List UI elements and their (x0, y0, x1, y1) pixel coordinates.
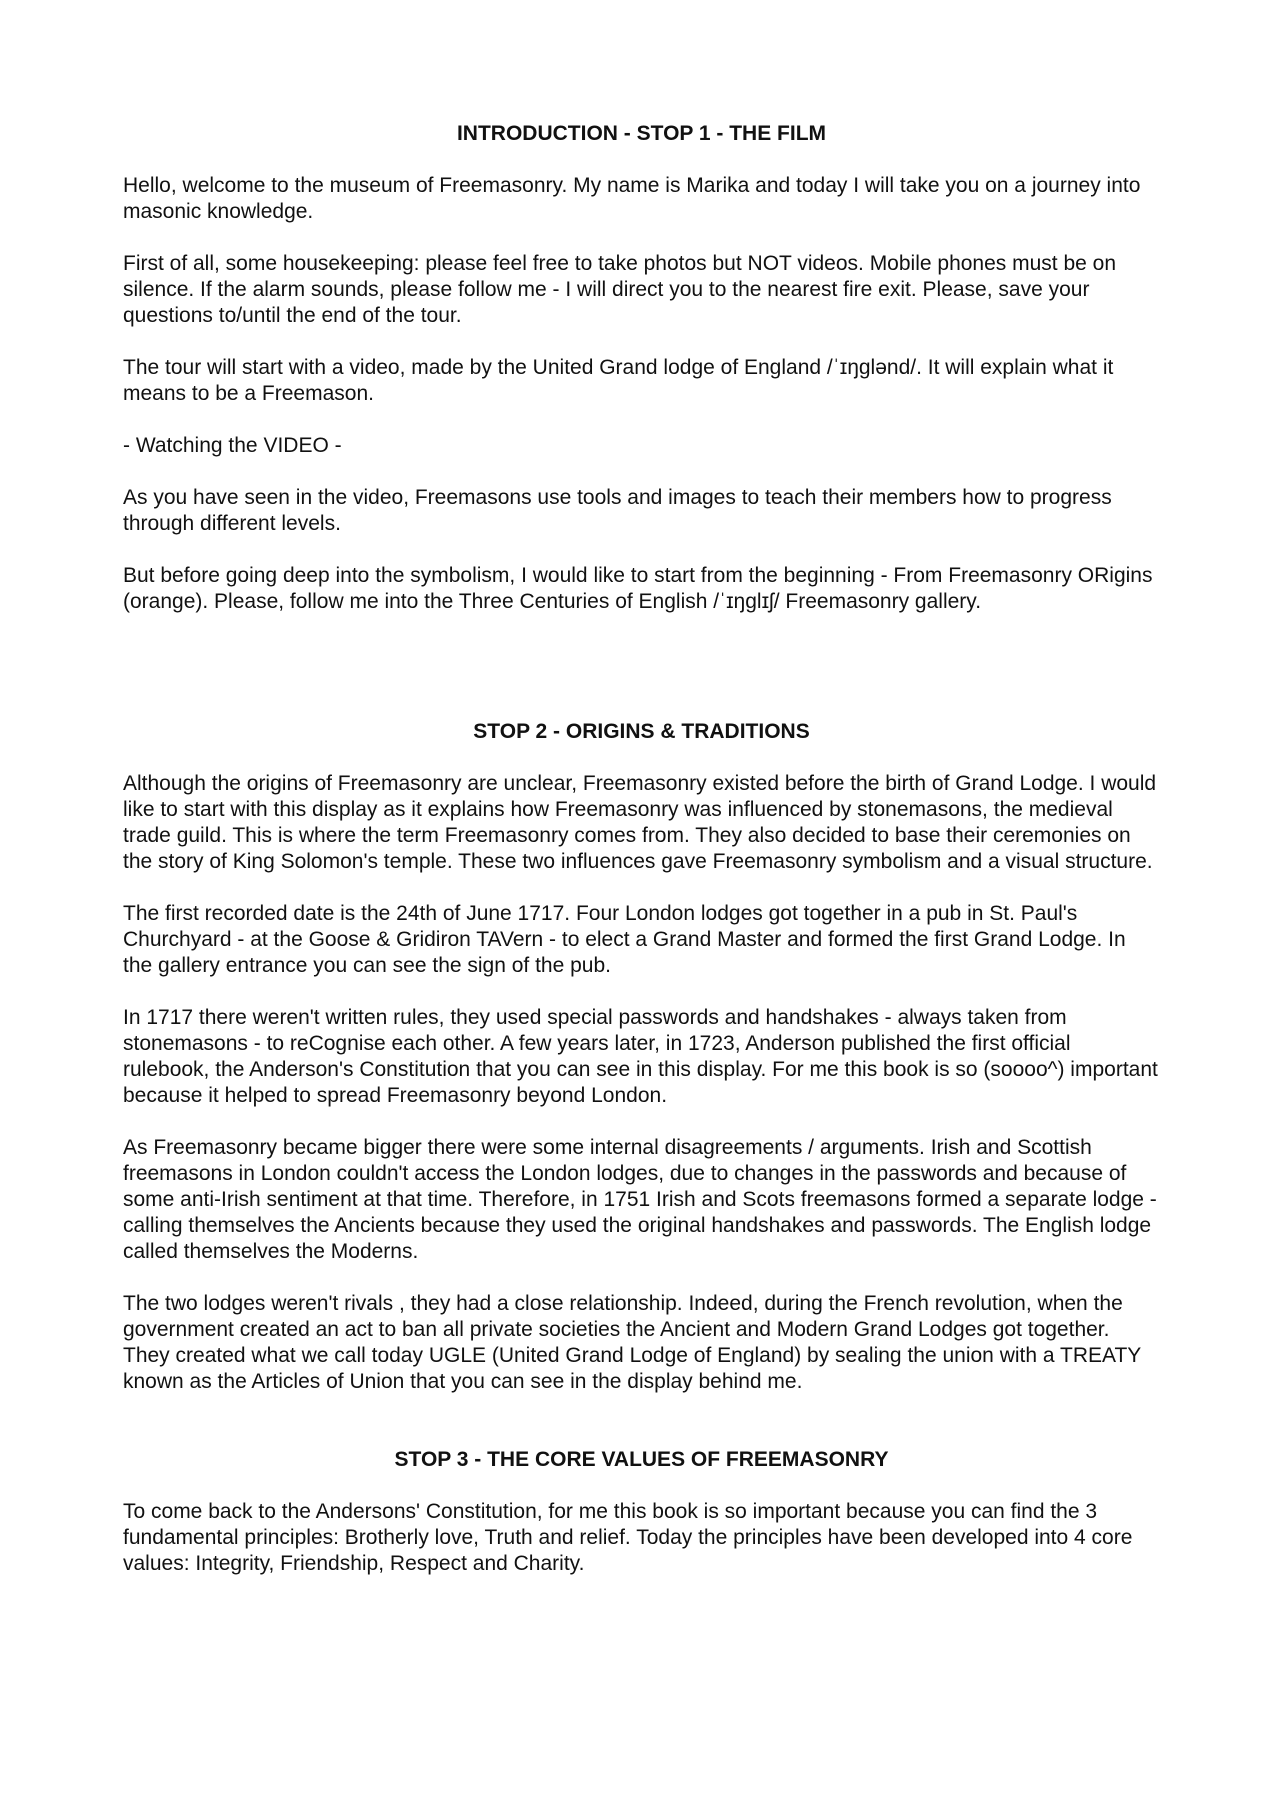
paragraph: Although the origins of Freemasonry are unclear, Freemasonry existed before the birth of Grand Lodge. I would like to start with this display as it explains how Freemasonry was influenced by stonemasons, the medieval trade guild. This is where the term Freemasonry comes from. They also decided to base their ceremonies on the story of King Solomon's temple. These two influences gave Freemasonry symbolism and a visual structure. (123, 772, 1157, 873)
section-heading-origins: STOP 2 - ORIGINS & TRADITIONS (473, 720, 810, 743)
paragraph: The two lodges weren't rivals , they had a close relationship. Indeed, during the French revolution, when the government created an act to ban all private societies the Ancient and Modern Grand Lodges got together. They created what we call today UGLE (United Grand Lodge of England) by sealing the union with a TREATY known as the Articles of Union that you can see in the display behind me. (123, 1292, 1141, 1393)
paragraph: Hello, welcome to the museum of Freemasonry. My name is Marika and today I will take you on a journey into masonic knowledge. (123, 174, 1141, 223)
paragraph: To come back to the Andersons' Constitution, for me this book is so important because you can find the 3 fundamental principles: Brotherly love, Truth and relief. Today the principles have been developed into 4 core values: Integrity, Friendship, Respect and Charity. (123, 1500, 1133, 1575)
paragraph: In 1717 there weren't written rules, they used special passwords and handshakes - always taken from stonemasons - to reCognise each other. A few years later, in 1723, Anderson published the first official rulebook, the Anderson's Constitution that you can see in this display. For me this book is so (soooo^) important because it helped to spread Freemasonry beyond London. (123, 1006, 1158, 1107)
section-heading-introduction: INTRODUCTION - STOP 1 - THE FILM (456, 122, 827, 145)
paragraph: As Freemasonry became bigger there were some internal disagreements / arguments. Irish and Scottish freemasons in London couldn't access the London lodges, due to changes in the passwords and because of some anti-Irish sentiment at that time. Therefore, in 1751 Irish and Scots freemasons formed a separate lodge - calling themselves the Ancients because they used the original handshakes and passwords. The English lodge called themselves the Moderns. (123, 1136, 1157, 1263)
paragraph: But before going deep into the symbolism, I would like to start from the beginning - From Freemasonry ORigins (orange). Please, follow me into the Three Centuries of English /ˈɪŋɡlɪʃ/ Freemasonry gallery. (123, 564, 1153, 613)
paragraph: As you have seen in the video, Freemasons use tools and images to teach their members how to progress through different levels. (123, 486, 1112, 535)
paragraph: First of all, some housekeeping: please feel free to take photos but NOT videos. Mobile phones must be on silence. If the alarm sounds, please follow me - I will direct you to the nearest fire exit. Please, save your questions to/until the end of the tour. (123, 252, 1117, 327)
paragraph: The first recorded date is the 24th of June 1717. Four London lodges got together in a pub in St. Paul's Churchyard - at the Goose & Gridiron TAVern - to elect a Grand Master and formed the first Grand Lodge. In the gallery entrance you can see the sign of the pub. (123, 902, 1126, 977)
paragraph: - Watching the VIDEO - (123, 434, 342, 457)
section-heading-core-values: STOP 3 - THE CORE VALUES OF FREEMASONRY (394, 1448, 889, 1471)
paragraph: The tour will start with a video, made by the United Grand lodge of England /ˈɪŋɡlənd/. It will explain what it means to be a Freemason. (123, 356, 1114, 405)
